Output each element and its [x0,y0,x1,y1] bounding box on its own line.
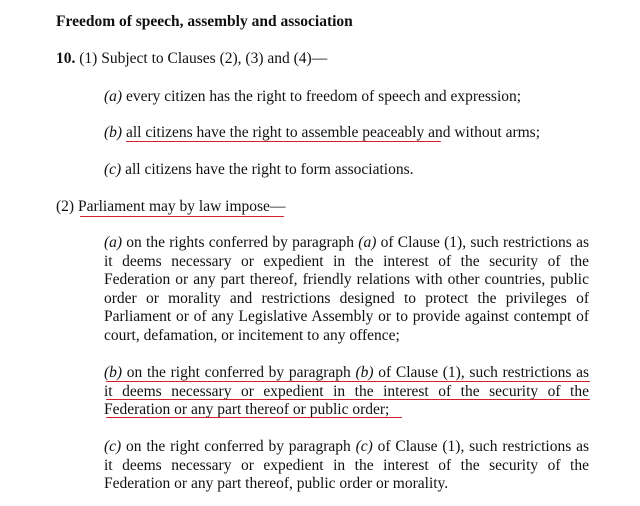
clause-2b [104,364,589,420]
clause-2a-marker: (a) [104,234,123,251]
clause-2-intro-underlined: Parliament may by law impose— [77,198,286,215]
clause-1c-marker: (c) [104,161,122,178]
clause-2b-text-cont: of Clause (1), such restrictions as it deems necessary or expedient in the interest of the security of the Federation or any part thereof or public order; [104,364,589,419]
clause-2b-ref: (b) [355,364,374,381]
clause-2b-text: on the right conferred by paragraph [122,364,356,381]
clause-1c [104,160,413,179]
annotation-underline [106,417,402,418]
clause-2a-text-cont: of Clause (1), such restrictions as it deems necessary or expedient in the interest of the security of the Federation or any part thereof, friendly relations with other countries, public order or morality and restrictions designed to protect the privileges of Parliament or of any Legislative Assembly or to provide against contempt of court, defamation, or incitement to any offence; [104,234,589,344]
clause-1a [104,87,521,106]
clause-2c-marker: (c) [104,438,122,455]
clause-2b-marker: (b) [104,364,123,381]
clause-2a-text: on the rights conferred by paragraph [122,234,359,251]
clause-1b-marker: (b) [104,124,123,141]
clause-1b [104,123,540,142]
section-heading: Freedom of speech, assembly and association [56,13,353,30]
clause-2c-text-cont: of Clause (1), such restrictions as it deems necessary or expedient in the interest of the security of the Federation or any part thereof, public order or morality. [104,438,590,493]
annotation-underline [80,216,284,217]
clause-1b-underlined-text: all citizens have the right to assemble peaceably [125,124,425,141]
annotation-underline [106,399,590,400]
clause-2-number: (2) [56,198,78,215]
clause-2a-ref: (a) [358,234,377,251]
annotation-underline [106,381,590,382]
annotation-underline [126,141,441,142]
clause-2a [104,234,589,346]
clause-1a-text: every citizen has the right to freedom of speech and expression; [122,88,522,105]
article-intro [56,49,327,68]
clause-2c [104,438,589,494]
clause-2c-text: on the right conferred by paragraph [121,438,356,455]
clause-1c-text: all citizens have the right to form associations. [121,161,414,178]
article-intro-text: (1) Subject to Clauses (2), (3) and (4)— [79,50,328,67]
clause-2c-ref: (c) [355,438,373,455]
clause-1a-marker: (a) [104,88,123,105]
clause-2-intro [56,197,285,216]
article-number: 10. [56,50,76,67]
clause-1b-rest-text: and without arms; [424,124,541,141]
